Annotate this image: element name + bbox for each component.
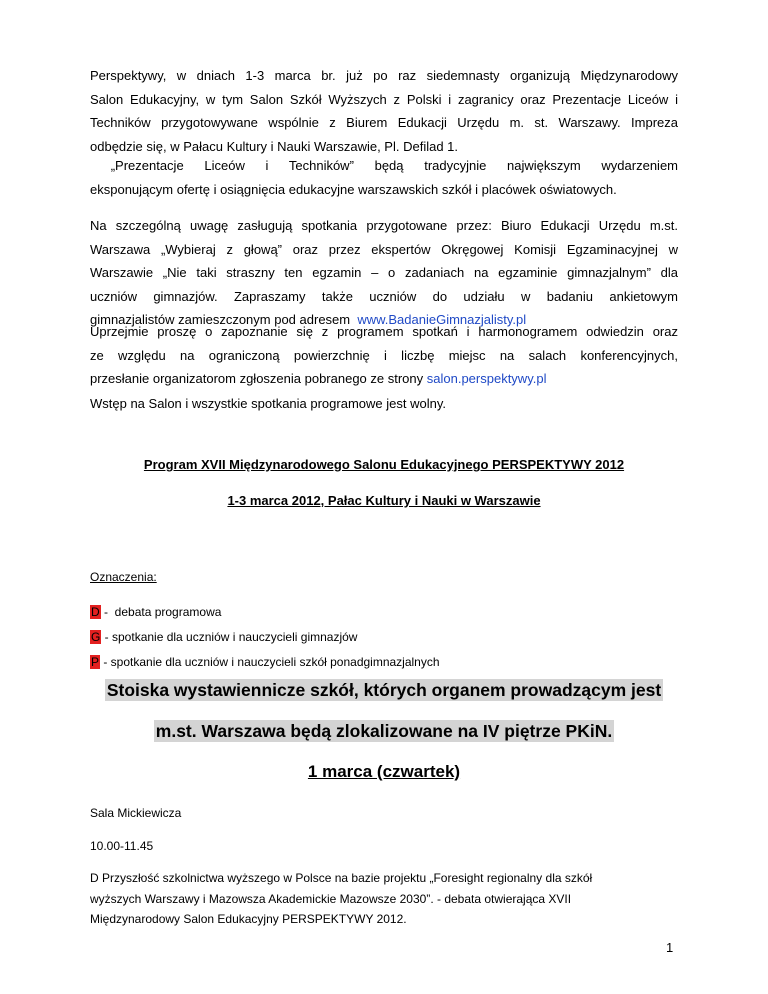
legend-code-p: P	[91, 655, 100, 669]
text-line: Międzynarodowy Salon Edukacyjny PERSPEKTYWY 2012.	[90, 912, 407, 926]
page-number: 1	[666, 940, 674, 955]
legend-item-ponadgimnazjalne	[90, 651, 440, 673]
text-line: Warszawa „Wybieraj z głową” oraz przez ekspertów Okręgowej Komisji Egzaminacyjnej w	[90, 241, 678, 257]
intro-paragraph-2	[90, 154, 678, 201]
day1-event	[90, 868, 678, 930]
legend-heading: Oznaczenia:	[90, 570, 157, 584]
legend-text: - debata programowa	[100, 605, 222, 619]
text-line: Warszawie „Nie taki straszny ten egzamin – o zadaniach na egzaminie gimnazjalnym” dla	[90, 265, 678, 280]
highlighted-text: m.st. Warszawa będą zlokalizowane na IV piętrze PKiN.	[155, 721, 613, 741]
badanie-gimnazjalisty-link[interactable]: www.BadanieGimnazjalisty.pl	[357, 312, 527, 327]
legend-text: - spotkanie dla uczniów i nauczycieli gimnazjów	[101, 630, 358, 644]
notice-line-1	[90, 680, 678, 701]
intro-paragraph-1	[90, 64, 678, 158]
text-line	[90, 367, 678, 391]
legend-item-gimnazjum	[90, 626, 357, 648]
day1-room: Sala Mickiewicza	[90, 806, 182, 820]
intro-paragraph-5	[90, 392, 678, 416]
legend-code-g: G	[91, 630, 101, 644]
text-line: Na szczególną uwagę zasługują spotkania przygotowane przez: Biuro Edukacji Urzędu m.st.	[90, 218, 678, 233]
text-line: eksponującym ofertę i osiągnięcia edukacyjne warszawskich szkół i placówek oświatowych.	[90, 181, 617, 197]
legend-item-debate	[90, 601, 221, 623]
notice-line-2	[90, 721, 678, 742]
day1-time: 10.00-11.45	[90, 839, 154, 853]
text-line: ze względu na ograniczoną powierzchnię i liczbę miejsc na salach konferencyjnych,	[90, 347, 678, 363]
highlighted-text: Stoiska wystawiennicze szkół, których organem prowadzącym jest	[106, 680, 662, 700]
text-fragment: gimnazjalistów zamieszczonym pod adresem	[90, 312, 358, 327]
text-line: wyższych Warszawy i Mazowsza Akademickie Mazowsze 2030”. - debata otwierająca XVII	[90, 891, 572, 906]
text-line: Techników przygotowywane wspólnie z Biurem Edukacji Urzędu m. st. Warszawy. Impreza	[90, 115, 678, 130]
legend-text: - spotkanie dla uczniów i nauczycieli szkół ponadgimnazjalnych	[100, 655, 440, 669]
text-line: odbędzie się, w Pałacu Kultury i Nauki Warszawie, Pl. Defilad 1.	[90, 138, 459, 154]
legend-code-d: D	[91, 605, 100, 619]
text-line: D Przyszłość szkolnictwa wyższego w Polsce na bazie projektu „Foresight regionalny dla szkół	[90, 871, 593, 885]
text-fragment: przesłanie organizatorom zgłoszenia pobranego ze strony	[90, 371, 427, 386]
text-line: Perspektywy, w dniach 1-3 marca br. już po raz siedemnasty organizują Międzynarodowy	[90, 68, 678, 83]
day1-heading: 1 marca (czwartek)	[307, 762, 461, 781]
text-line: Wstęp na Salon i wszystkie spotkania programowe jest wolny.	[90, 396, 446, 411]
text-line: Salon Edukacyjny, w tym Salon Szkół Wyższych z Polski i zagranicy oraz Prezentacje Liceów i	[90, 91, 678, 107]
program-subtitle: 1-3 marca 2012, Pałac Kultury i Nauki w Warszawie	[227, 493, 541, 508]
text-line: „Prezentacje Liceów i Techników” będą tradycyjnie największym wydarzeniem	[90, 158, 678, 173]
text-line: uczniów gimnazjów. Zapraszamy także uczniów do udziału w badaniu ankietowym	[90, 288, 678, 304]
salon-perspektywy-link[interactable]: salon.perspektywy.pl	[426, 371, 547, 386]
text-line: Uprzejmie proszę o zapoznanie się z programem spotkań i harmonogramem odwiedzin oraz	[90, 324, 678, 339]
program-title: Program XVII Międzynarodowego Salonu Edukacyjnego PERSPEKTYWY 2012	[143, 457, 625, 472]
intro-paragraph-3	[90, 214, 678, 332]
intro-paragraph-4	[90, 320, 678, 391]
